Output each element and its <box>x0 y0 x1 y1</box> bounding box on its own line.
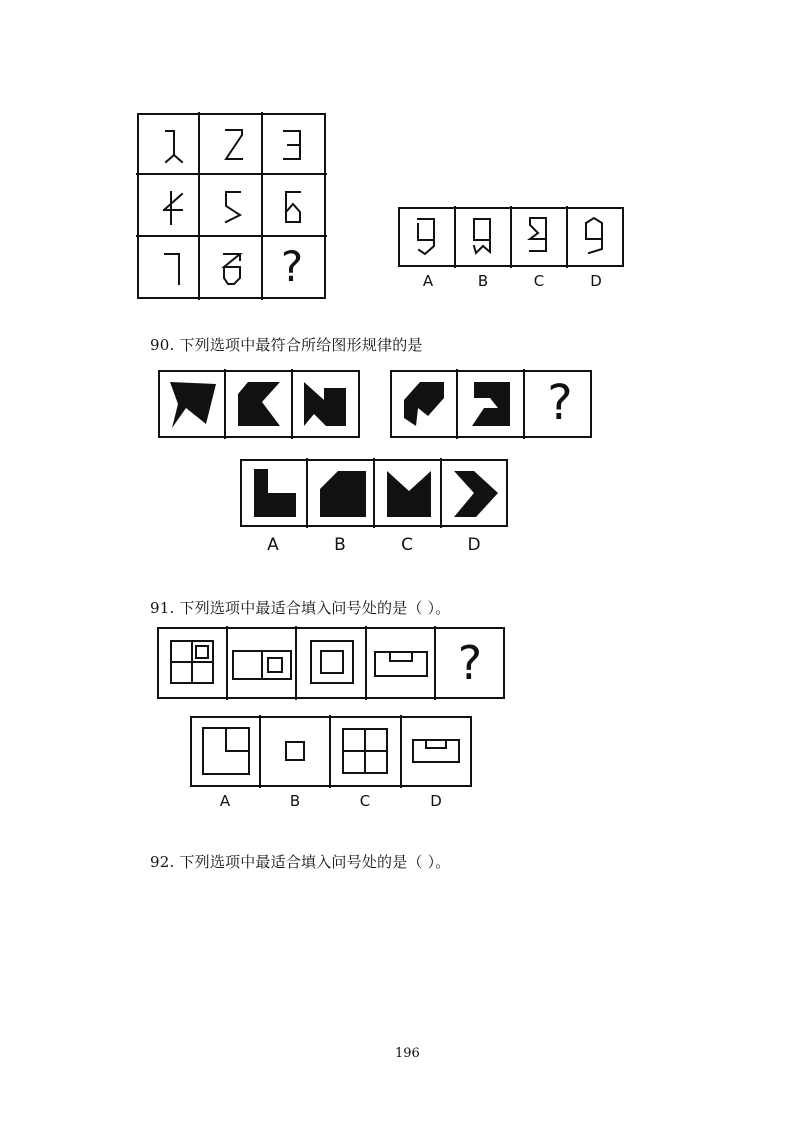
puzzle-91-option-c-figure <box>340 726 390 776</box>
puzzle-90-shape-3 <box>300 378 352 430</box>
puzzle-91-label-d: D <box>430 792 442 810</box>
puzzle-91-figure-2 <box>230 648 294 682</box>
puzzle-91-question-mark: ? <box>457 636 483 690</box>
puzzle-91-label-c: C <box>359 792 371 810</box>
page-number: 196 <box>395 1046 420 1061</box>
puzzle-90-option-c-shape <box>383 467 435 519</box>
puzzle-90-label-b: B <box>334 535 346 555</box>
question-92: 92. 下列选项中最适合填入问号处的是（ ）。 <box>150 853 451 871</box>
glyph-3 <box>280 127 306 165</box>
puzzle-91-option-b-figure <box>284 740 306 762</box>
puzzle-91-option-d-figure <box>410 737 462 765</box>
option-b-glyph <box>469 216 497 260</box>
puzzle-90-label-a: A <box>267 535 279 555</box>
option-a-glyph <box>413 216 441 260</box>
puzzle-91-label-b: B <box>289 792 301 810</box>
puzzle-90-option-a-shape <box>250 467 302 519</box>
puzzle-90-shape-2 <box>234 378 286 430</box>
glyph-6 <box>280 188 308 228</box>
question-91: 91. 下列选项中最适合填入问号处的是（ ）。 <box>150 599 451 617</box>
puzzle-90-label-c: C <box>401 535 413 555</box>
puzzle-90-shape-1 <box>168 378 220 430</box>
puzzle-91-figure-4 <box>372 649 430 679</box>
puzzle-90-question-mark: ? <box>547 375 573 431</box>
glyph-5 <box>220 188 248 228</box>
option-d-glyph <box>581 215 609 259</box>
grid-question-mark: ? <box>280 242 304 291</box>
puzzle-91-figure-3 <box>308 638 358 688</box>
option-c-glyph <box>525 215 553 259</box>
puzzle-90-shape-5 <box>466 378 518 430</box>
puzzle-91-label-a: A <box>219 792 231 810</box>
puzzle-90-option-d-shape <box>450 467 502 519</box>
puzzle-89-label-b: B <box>477 272 489 290</box>
puzzle-91-figure-1 <box>168 638 218 688</box>
question-90: 90. 下列选项中最符合所给图形规律的是 <box>150 336 423 354</box>
glyph-8 <box>218 250 248 290</box>
glyph-4 <box>160 188 188 228</box>
puzzle-89-label-a: A <box>422 272 434 290</box>
glyph-2 <box>221 127 247 165</box>
puzzle-90-shape-4 <box>400 378 452 430</box>
puzzle-90-label-d: D <box>467 535 481 555</box>
puzzle-89-label-c: C <box>533 272 545 290</box>
glyph-7 <box>160 250 188 290</box>
puzzle-90-option-b-shape <box>316 467 368 519</box>
glyph-1 <box>162 128 186 164</box>
puzzle-89-label-d: D <box>590 272 602 290</box>
puzzle-91-option-a-figure <box>200 725 252 777</box>
